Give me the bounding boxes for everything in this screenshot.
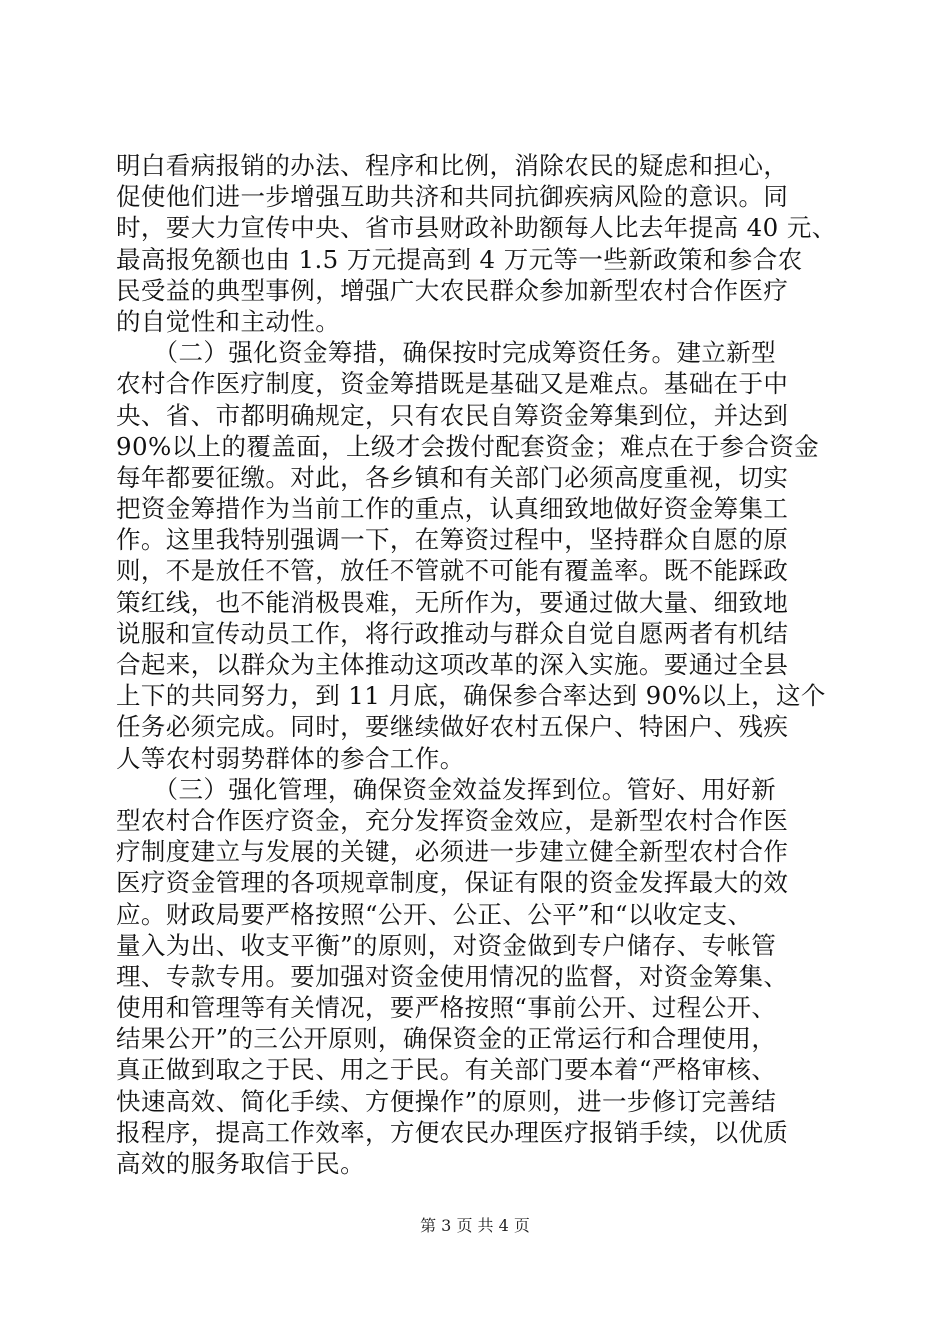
text-line: 快速高效、简化手续、方便操作”的原则，进一步修订完善结 — [116, 1086, 777, 1116]
text-line: 的自觉性和主动性。 — [116, 306, 341, 336]
text-line: 合起来，以群众为主体推动这项改革的深入实施。要通过全县 — [116, 650, 789, 679]
text-line: 疗制度建立与发展的关键，必须进一步建立健全新型农村合作 — [116, 837, 789, 867]
text-line: 90%以上的覆盖面，上级才会拨付配套资金；难点在于参合资金 — [116, 431, 820, 461]
text-line: 高效的服务取信于民。 — [116, 1149, 365, 1178]
text-line: 最高报免额也由 1.5 万元提高到 4 万元等一些新政策和参合农 — [116, 244, 803, 274]
page-footer: 第 3 页 共 4 页 — [420, 1216, 530, 1235]
text-line: 则，不是放任不管，放任不管就不可能有覆盖率。既不能踩政 — [116, 556, 789, 586]
text-line: 真正做到取之于民、用之于民。有关部门要本着“严格审核、 — [116, 1055, 777, 1085]
text-line: 任务必须完成。同时，要继续做好农村五保户、特困户、残疾 — [116, 712, 789, 742]
text-line: 农村合作医疗制度，资金筹措既是基础又是难点。基础在于中 — [116, 369, 789, 399]
text-line: 每年都要征缴。对此，各乡镇和有关部门必须高度重视，切实 — [116, 462, 789, 492]
text-line: 明白看病报销的办法、程序和比例，消除农民的疑虑和担心， — [116, 151, 789, 180]
text-line: 央、省、市都明确规定，只有农民自筹资金筹集到位，并达到 — [116, 400, 789, 430]
text-line: 促使他们进一步增强互助共济和共同抗御疾病风险的意识。同 — [116, 182, 789, 212]
text-line: 报程序，提高工作效率，方便农民办理医疗报销手续，以优质 — [116, 1117, 789, 1147]
text-line: 理、专款专用。要加强对资金使用情况的监督，对资金筹集、 — [116, 961, 789, 991]
text-line: （二）强化资金筹措，确保按时完成筹资任务。建立新型 — [116, 338, 777, 368]
text-line: （三）强化管理，确保资金效益发挥到位。管好、用好新 — [116, 774, 777, 804]
text-line: 型农村合作医疗资金，充分发挥资金效应，是新型农村合作医 — [116, 805, 789, 835]
text-line: 使用和管理等有关情况，要严格按照“事前公开、过程公开、 — [116, 993, 777, 1023]
text-line: 作。这里我特别强调一下，在筹资过程中，坚持群众自愿的原 — [116, 525, 789, 555]
text-line: 把资金筹措作为当前工作的重点，认真细致地做好资金筹集工 — [116, 494, 789, 524]
text-line: 人等农村弱势群体的参合工作。 — [116, 743, 465, 773]
text-line: 策红线，也不能消极畏难，无所作为，要通过做大量、细致地 — [116, 587, 789, 617]
text-line: 民受益的典型事例，增强广大农民群众参加新型农村合作医疗 — [116, 275, 789, 305]
text-line: 医疗资金管理的各项规章制度，保证有限的资金发挥最大的效 — [116, 868, 789, 898]
text-line: 说服和宣传动员工作，将行政推动与群众自觉自愿两者有机结 — [116, 618, 789, 648]
body-text — [116, 150, 836, 1179]
text-line: 时，要大力宣传中央、省市县财政补助额每人比去年提高 40 元、 — [116, 213, 837, 243]
text-line: 上下的共同努力，到 11 月底，确保参合率达到 90%以上，这个 — [116, 681, 826, 711]
text-line: 量入为出、收支平衡”的原则，对资金做到专户储存、专帐管 — [116, 930, 777, 960]
text-line: 结果公开”的三公开原则，确保资金的正常运行和合理使用， — [116, 1024, 777, 1054]
text-line: 应。财政局要严格按照“公开、公正、公平”和“以收定支、 — [116, 899, 753, 929]
